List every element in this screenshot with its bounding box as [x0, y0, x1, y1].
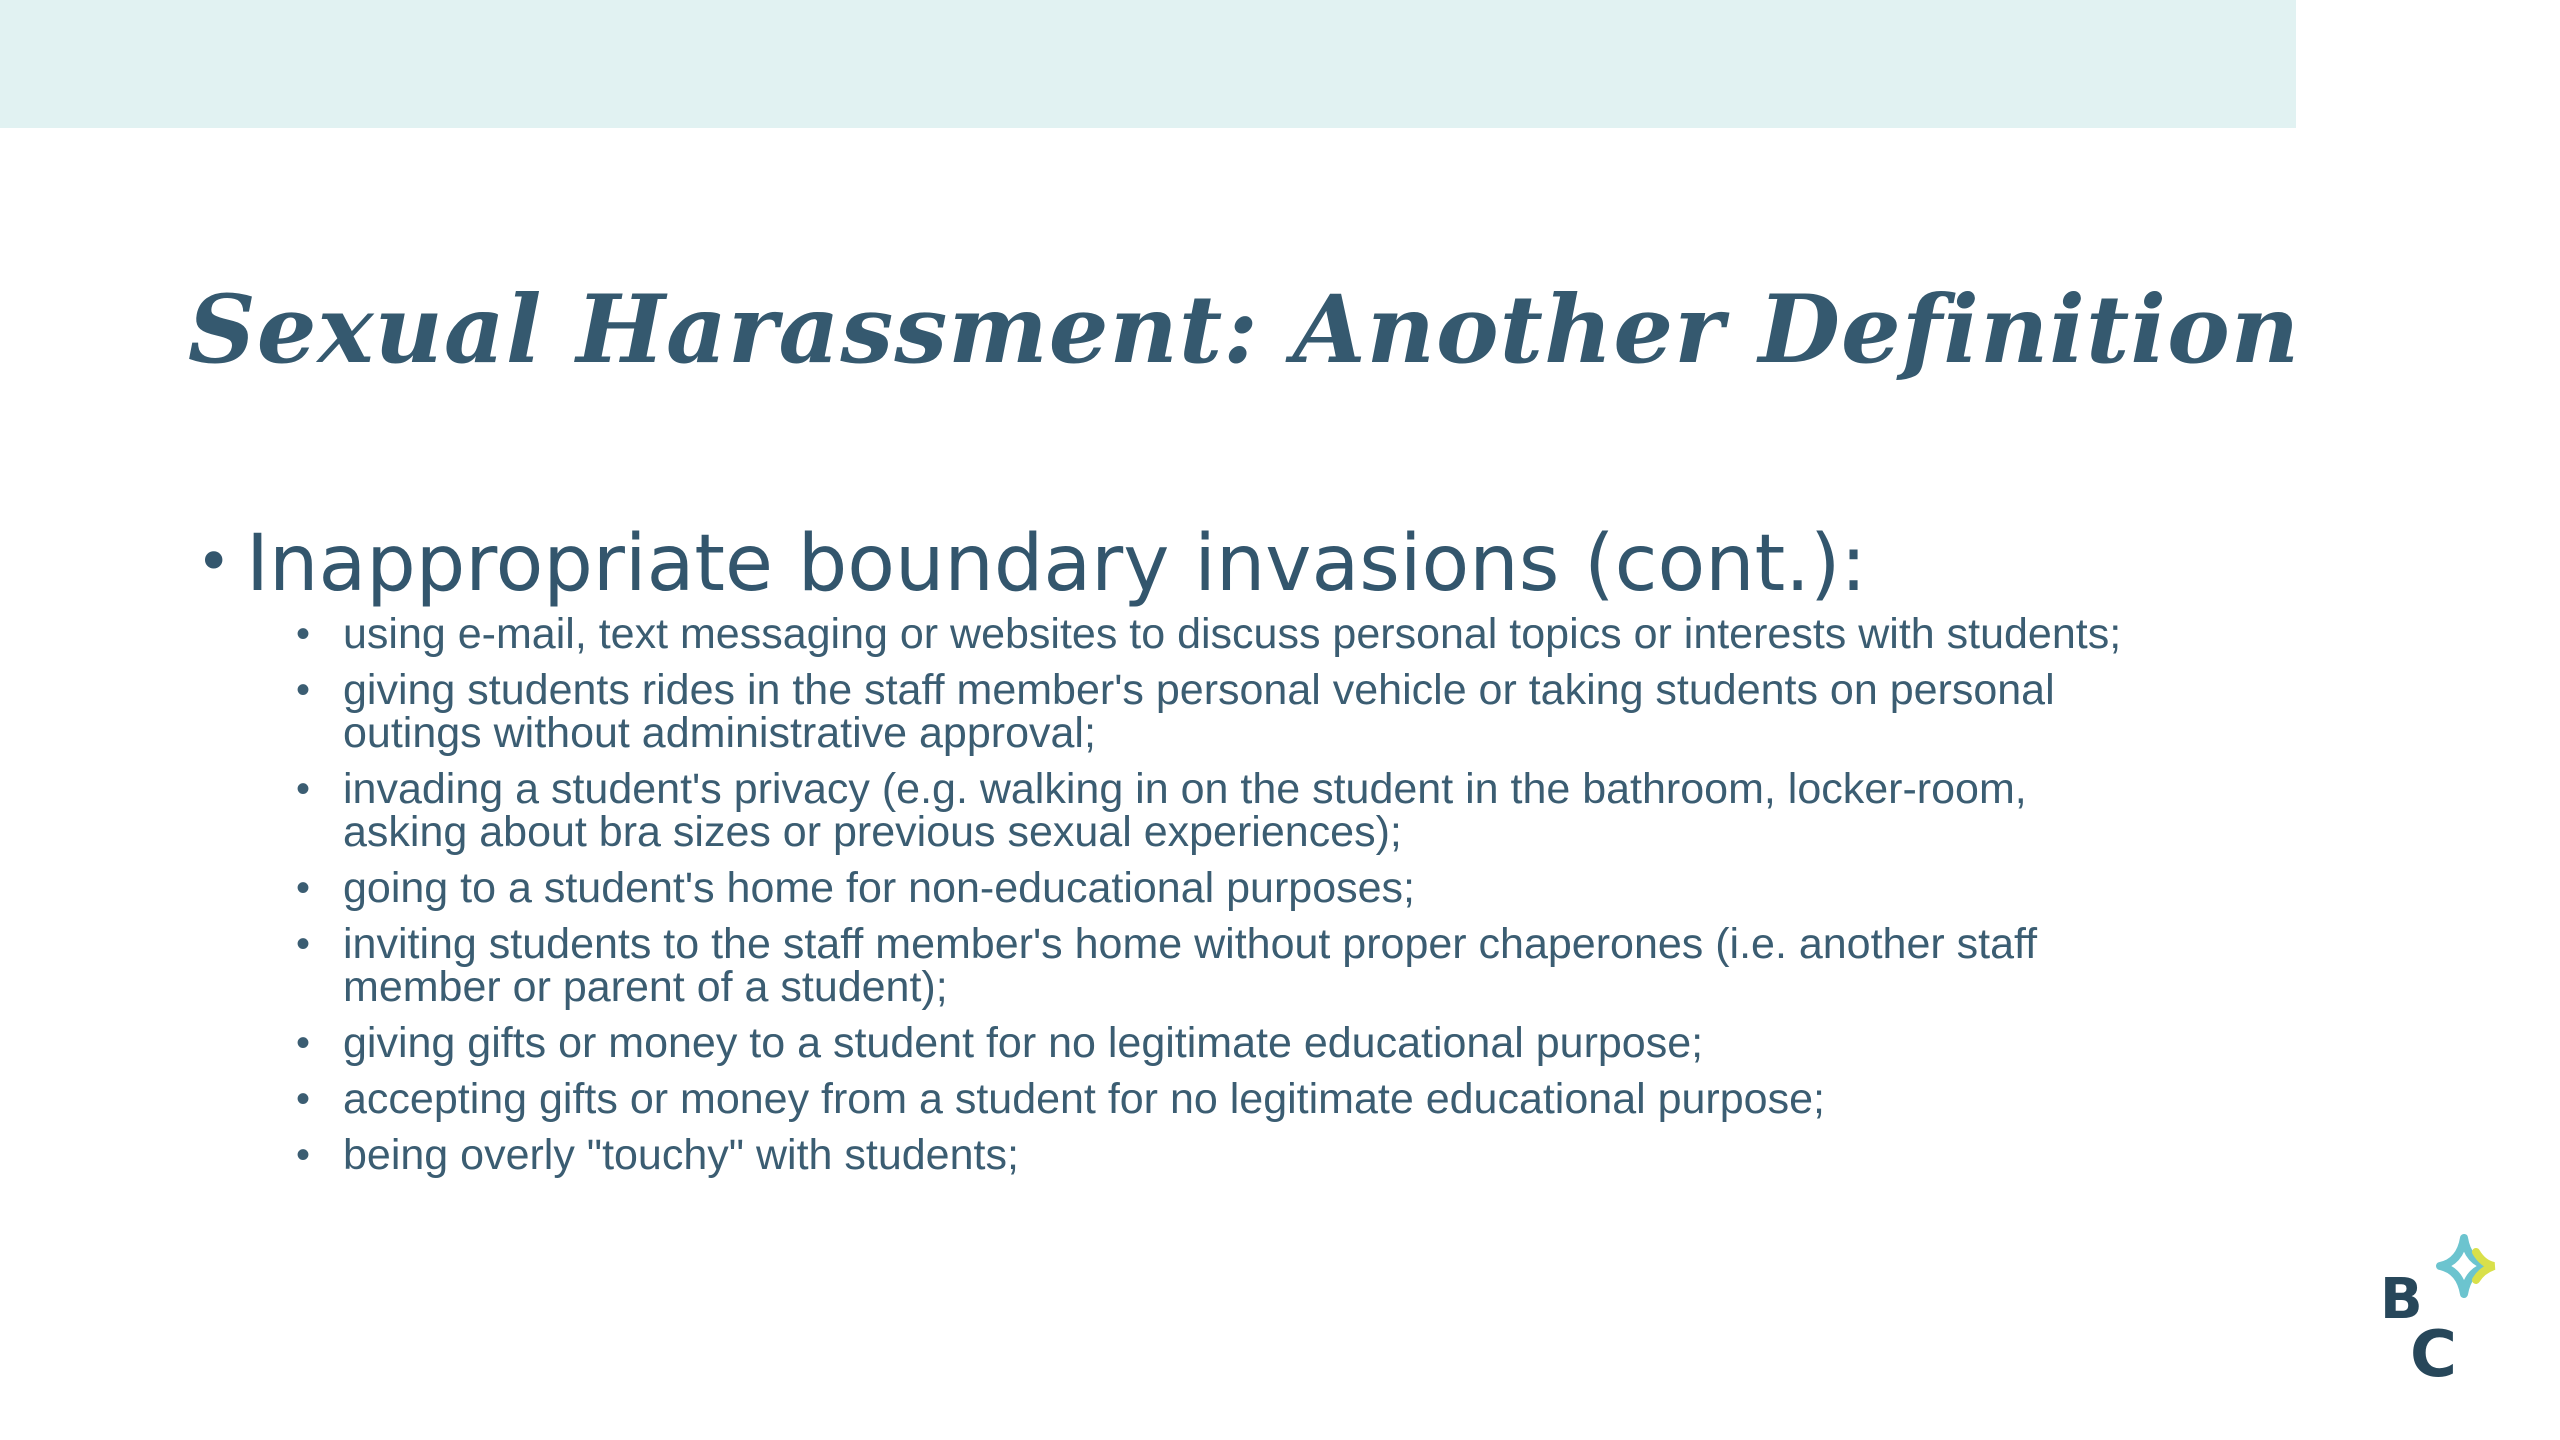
slide-title: Sexual Harassment: Another Definition: [187, 275, 2301, 385]
header-band: [0, 0, 2296, 128]
bullet-dot: •: [296, 922, 311, 966]
sub-bullet-item: [0, 666, 2400, 757]
sub-bullet-text: invading a student's privacy (e.g. walking in on the student in the bathroom, locker-room,: [343, 765, 2027, 813]
bullet-dot: •: [296, 866, 311, 910]
bullet-dot: •: [296, 1021, 311, 1065]
bc-logo: [2376, 1234, 2506, 1384]
sub-bullet-text: member or parent of a student);: [343, 963, 948, 1011]
sub-bullet-text: outings without administrative approval;: [343, 709, 1096, 757]
bullet-dot: •: [296, 1077, 311, 1121]
main-bullet: [196, 510, 2396, 616]
bullet-dot: •: [296, 1133, 311, 1177]
bullet-dot: •: [296, 668, 311, 712]
logo-letter-c: C: [2410, 1318, 2457, 1384]
sub-bullet-text: asking about bra sizes or previous sexual experiences);: [343, 808, 1402, 856]
sub-bullet-text: inviting students to the staff member's home without proper chaperones (i.e. another staff: [343, 920, 2038, 968]
sub-bullet-item: [0, 864, 2400, 912]
sub-bullet-item: [0, 1131, 2400, 1179]
sub-bullet-item: [0, 1019, 2400, 1067]
sub-bullet-text: going to a student's home for non-educational purposes;: [343, 864, 1415, 912]
sub-bullet-text: giving gifts or money to a student for no legitimate educational purpose;: [343, 1019, 1704, 1067]
sub-bullet-item: [0, 765, 2400, 856]
sparkle-star-icon: [2440, 1238, 2494, 1294]
sub-bullet-text: giving students rides in the staff member's personal vehicle or taking students on personal: [343, 666, 2055, 714]
bullet-dot: •: [196, 527, 232, 597]
logo-letter-b: B: [2380, 1267, 2423, 1332]
bullet-dot: •: [296, 612, 311, 656]
bullet-dot: •: [296, 767, 311, 811]
sub-bullet-item: [0, 610, 2400, 658]
sub-bullet-text: accepting gifts or money from a student for no legitimate educational purpose;: [343, 1075, 1825, 1123]
sub-bullet-text: using e-mail, text messaging or websites to discuss personal topics or interests with students;: [343, 610, 2122, 658]
sub-bullet-item: [0, 920, 2400, 1011]
sub-bullet-list: [0, 610, 2400, 1190]
main-bullet-text: Inappropriate boundary invasions (cont.):: [246, 519, 1867, 609]
sub-bullet-item: [0, 1075, 2400, 1123]
sub-bullet-text: being overly "touchy" with students;: [343, 1131, 1019, 1179]
